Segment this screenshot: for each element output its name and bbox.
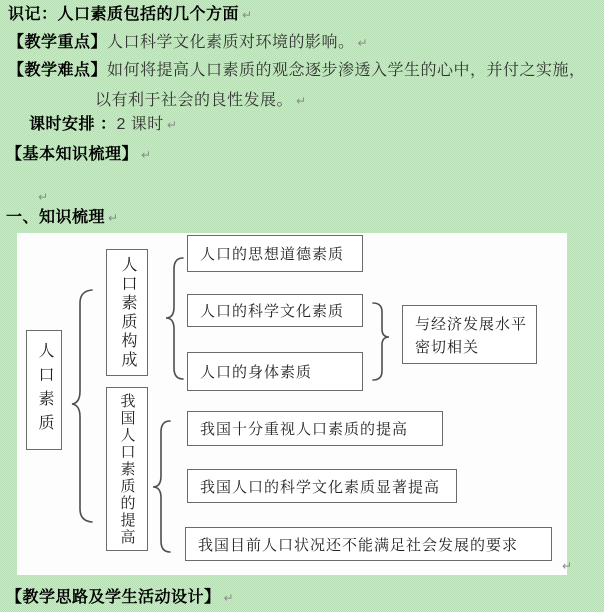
node-ideological-moral-quality-label: 人口的思想道德素质 (200, 246, 345, 263)
teaching-difficulty-line2 (95, 91, 306, 111)
brace-composition-icon (166, 258, 183, 379)
schedule-label: 课时安排 ： (29, 116, 117, 133)
schedule-line (29, 115, 177, 135)
node-economy-relation-line2: 密切相关 (415, 339, 480, 356)
schedule-value: 2 课时 (116, 116, 164, 133)
basic-knowledge-heading (6, 145, 151, 165)
paragraph-return-icon: ↵ (166, 118, 177, 132)
paragraph-return-icon: ↵ (357, 36, 368, 50)
brace-economy-icon (373, 303, 389, 380)
paragraph-return-icon: ↵ (38, 190, 49, 204)
teaching-approach-label: 【教学思路及学生活动设计】 (6, 589, 221, 606)
teaching-focus-label: 【教学重点】 (8, 34, 108, 51)
node-quality-improvement (106, 387, 148, 551)
node-ideological-moral-quality (187, 235, 363, 272)
teaching-approach-heading (6, 588, 234, 608)
teaching-difficulty-line (8, 61, 586, 81)
node-population-quality (26, 330, 62, 450)
teaching-focus-text: 人口科学文化素质对环境的影响。 (107, 34, 355, 51)
node-quality-emphasis-label: 我国十分重视人口素质的提高 (200, 421, 409, 438)
paragraph-return-icon: ↵ (223, 591, 234, 605)
paragraph-return-icon: ↵ (141, 148, 152, 162)
node-cultural-improved-label: 我国人口的科学文化素质显著提高 (200, 478, 441, 496)
node-quality-emphasis (187, 411, 443, 446)
node-quality-composition (106, 249, 148, 376)
knowledge-diagram-panel (17, 233, 573, 575)
node-cultural-improved (187, 469, 457, 503)
paragraph-return-icon: ↵ (562, 559, 573, 573)
diagram-braces (17, 233, 567, 575)
paragraph-return-icon: ↵ (242, 8, 253, 22)
brace-root-icon (72, 290, 92, 522)
knowledge-outline-heading (6, 208, 118, 228)
node-economy-relation-line1: 与经济发展水平 (415, 316, 528, 333)
objective-text: 识记：人口素质包括的几个方面 (8, 6, 240, 23)
knowledge-outline-label: 一、知识梳理 (6, 209, 106, 226)
paragraph-return-icon: ↵ (296, 94, 307, 108)
node-scientific-cultural-quality (187, 294, 363, 327)
node-quality-composition-label: 人口素质构成 (119, 255, 136, 370)
basic-knowledge-label: 【基本知识梳理】 (6, 146, 139, 163)
node-population-quality-label: 人口素质 (36, 342, 53, 438)
teaching-difficulty-label: 【教学难点】 (8, 62, 108, 79)
node-scientific-cultural-quality-label: 人口的科学文化素质 (200, 303, 345, 320)
node-status-insufficient (185, 527, 552, 561)
node-status-insufficient-label: 我国目前人口状况还不能满足社会发展的要求 (198, 536, 519, 554)
node-quality-improvement-label: 我国人口素质的提高 (118, 392, 136, 546)
teaching-difficulty-text: 如何将提高人口素质的观念逐步渗透入学生的心中，并付之实施， (107, 62, 586, 79)
teaching-focus-line (8, 33, 368, 53)
paragraph-return-icon: ↵ (108, 211, 119, 225)
objective-line (8, 5, 252, 25)
brace-improvement-icon (153, 421, 170, 552)
teaching-difficulty-text2: 以有利于社会的良性发展。 (95, 92, 294, 109)
node-physical-quality-label: 人口的身体素质 (200, 364, 313, 381)
node-physical-quality (187, 352, 363, 391)
node-economy-relation (402, 305, 537, 364)
